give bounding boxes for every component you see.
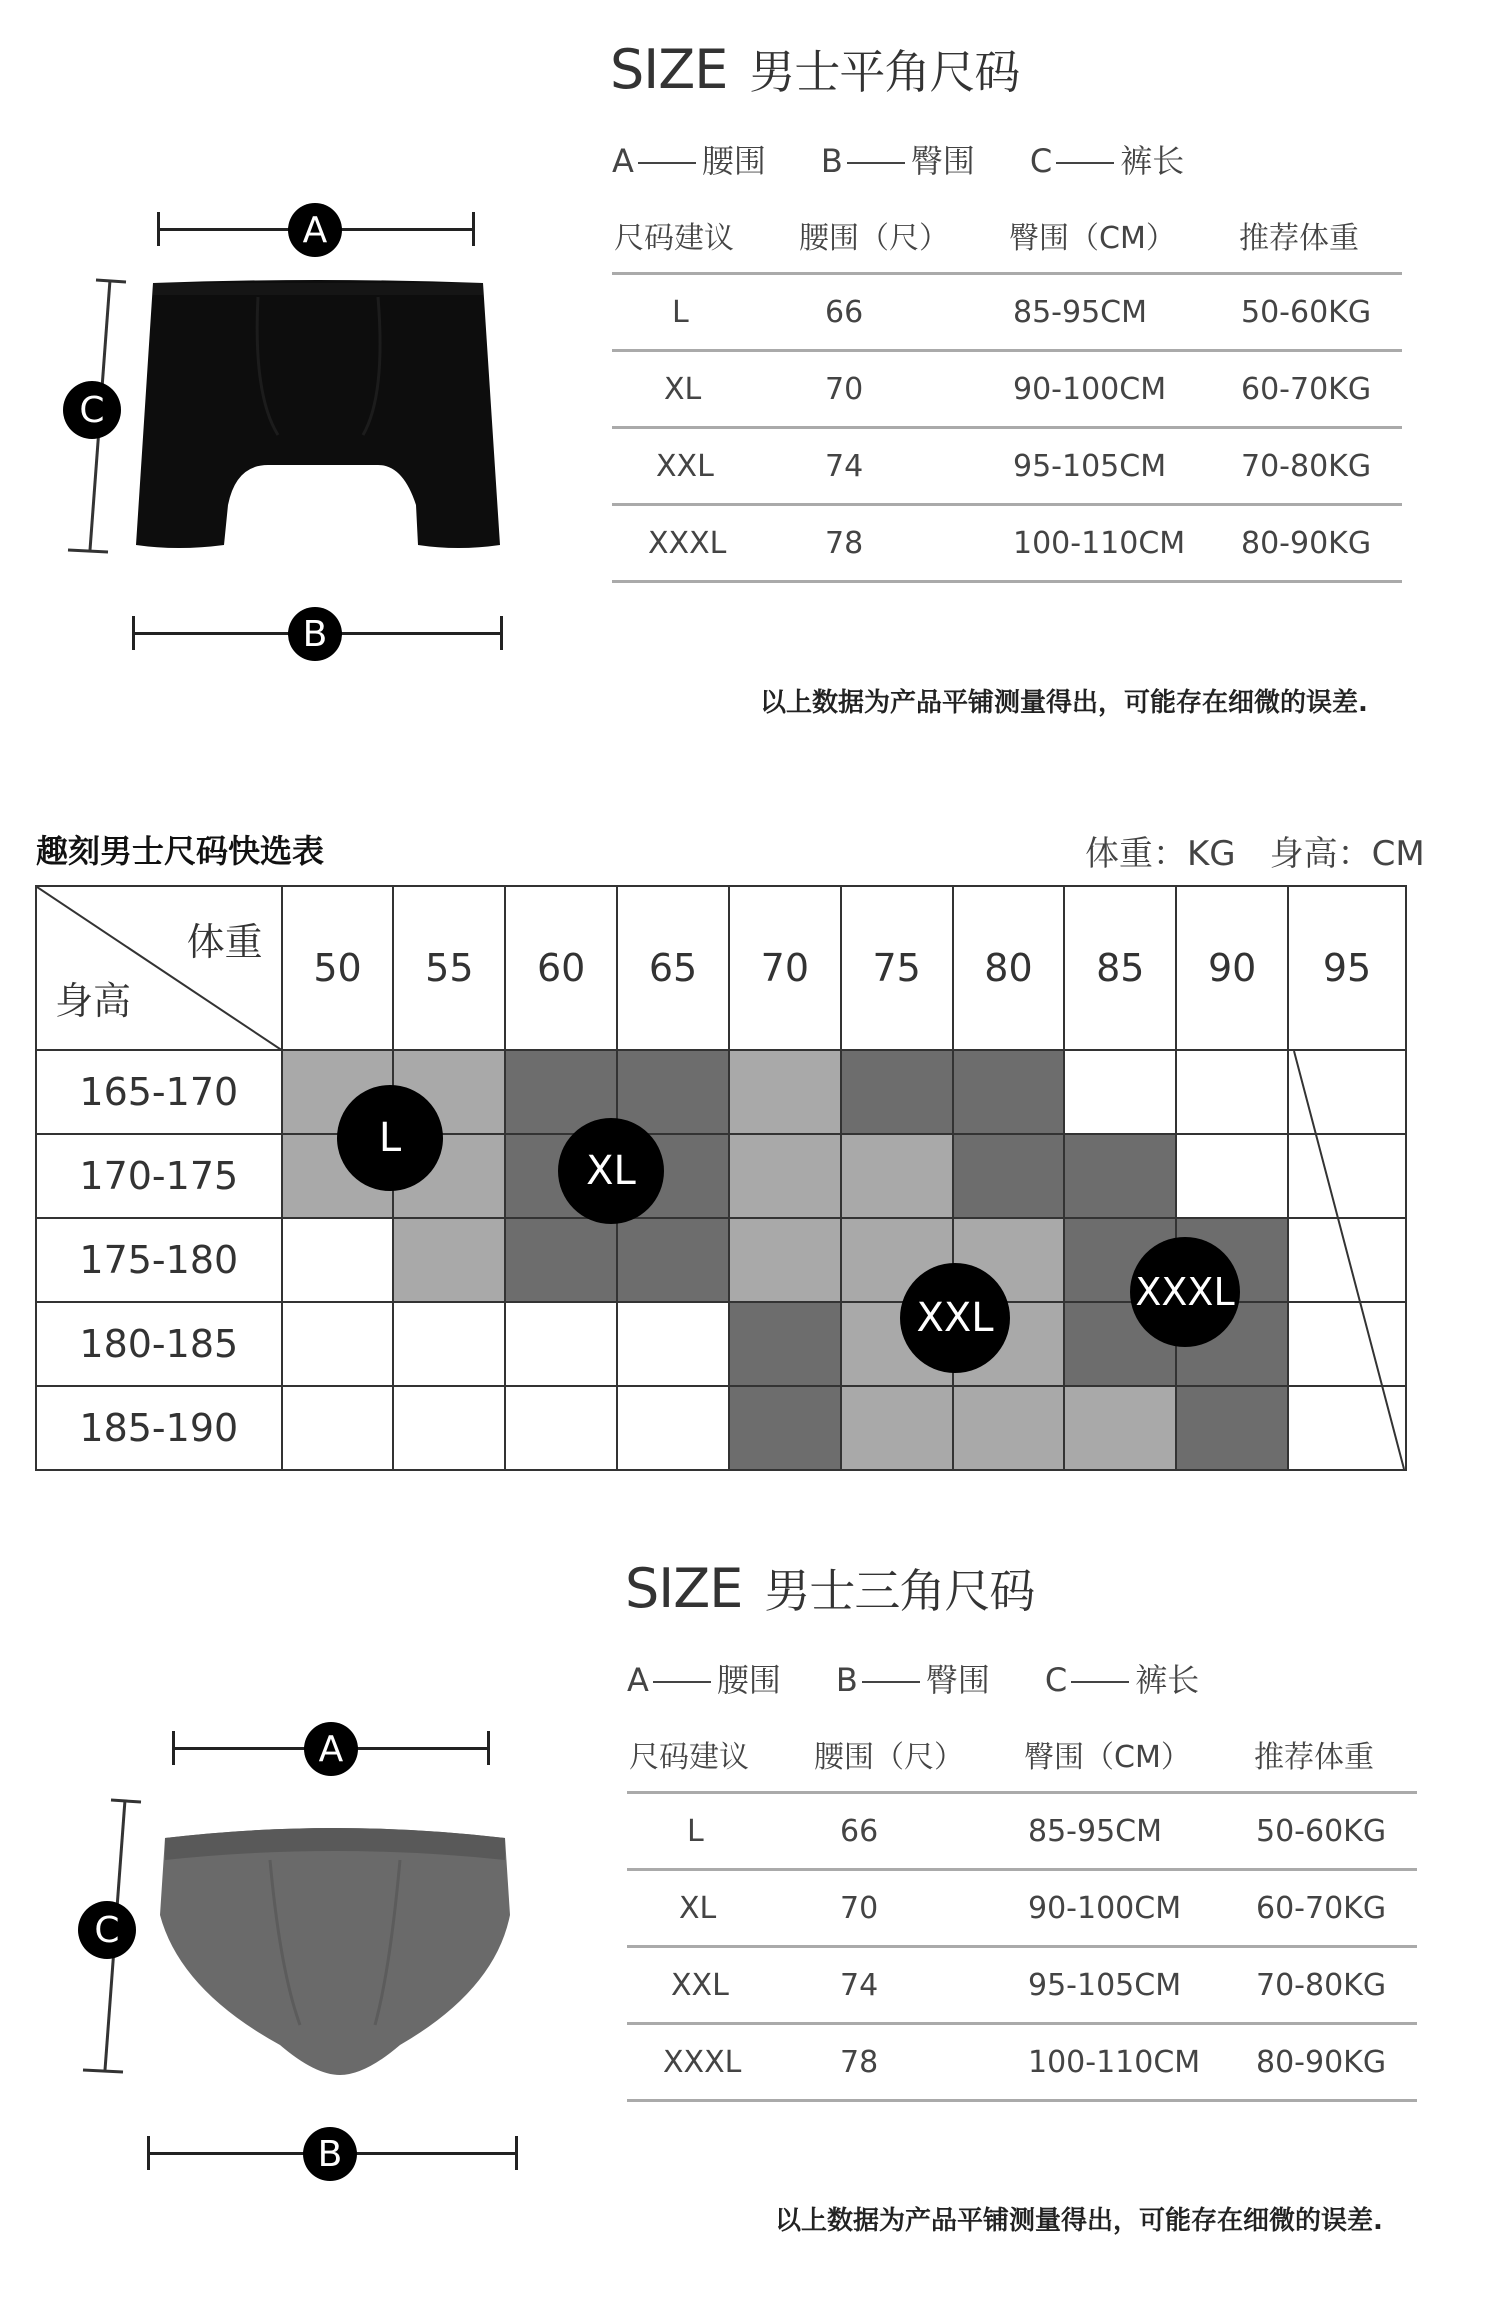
grid-cell (953, 1386, 1065, 1470)
header-size: 尺码建议 (612, 198, 797, 274)
cell-waist: 70 (797, 351, 1007, 428)
table-header-row (627, 1717, 1417, 1793)
height-label: 175-180 (36, 1218, 282, 1302)
grid-cell (841, 1386, 953, 1470)
header-hip: 臀围（CM） (1022, 1717, 1252, 1793)
dimension-b-tick-right (500, 616, 503, 650)
grid-cell (617, 1050, 729, 1134)
grid-cell (729, 1302, 841, 1386)
last-column-diagonal (1290, 1049, 1410, 1471)
cell-hip: 85-95CM (1022, 1793, 1252, 1870)
dimension-a-tick-left (157, 212, 160, 246)
grid-cell (1176, 1050, 1288, 1134)
brief-note: 以上数据为产品平铺测量得出，可能存在细微的误差. (775, 2206, 1383, 2236)
dimension-b-badge: B (303, 2127, 357, 2181)
cell-size: XXL (627, 1947, 812, 2024)
table-row (627, 2024, 1417, 2101)
cell-weight: 50-60KG (1252, 1793, 1417, 1870)
grid-cell (282, 1302, 394, 1386)
header-weight: 推荐体重 (1252, 1717, 1417, 1793)
header-waist: 腰围（尺） (812, 1717, 1022, 1793)
cell-hip: 100-110CM (1022, 2024, 1252, 2101)
legend-c: C 裤长 (1044, 1661, 1200, 1699)
grid-cell (1176, 1386, 1288, 1470)
quick-select-title: 趣刻男士尺码快选表 (36, 832, 325, 870)
cell-hip: 85-95CM (1007, 274, 1237, 351)
cell-weight: 70-80KG (1252, 1947, 1417, 2024)
cell-waist: 78 (812, 2024, 1022, 2101)
size-badge-xl: XL (558, 1118, 664, 1224)
weight-header: 85 (1064, 886, 1176, 1050)
cell-waist: 70 (812, 1870, 1022, 1947)
quick-select-table (35, 885, 1407, 1471)
size-label: SIZE (625, 1557, 743, 1620)
cell-weight: 80-90KG (1252, 2024, 1417, 2101)
cell-size: XL (612, 351, 797, 428)
grid-cell (729, 1386, 841, 1470)
cell-weight: 70-80KG (1237, 428, 1402, 505)
weight-header: 95 (1288, 886, 1406, 1050)
cell-hip: 95-105CM (1007, 428, 1237, 505)
grid-cell (617, 1218, 729, 1302)
dimension-b-badge: B (288, 607, 342, 661)
grid-cell (953, 1134, 1065, 1218)
grid-cell (1064, 1134, 1176, 1218)
cell-waist: 66 (812, 1793, 1022, 1870)
height-label: 180-185 (36, 1302, 282, 1386)
height-label: 170-175 (36, 1134, 282, 1218)
dimension-a-badge: A (288, 203, 342, 257)
brief-size-table (627, 1717, 1417, 2102)
grid-cell (505, 1302, 617, 1386)
grid-cell (1176, 1134, 1288, 1218)
cell-hip: 90-100CM (1007, 351, 1237, 428)
grid-cell (393, 1218, 505, 1302)
cell-weight: 80-90KG (1237, 505, 1402, 582)
corner-cell (36, 886, 282, 1050)
cell-waist: 78 (797, 505, 1007, 582)
brief-legend (627, 1655, 1199, 1701)
cell-weight: 60-70KG (1252, 1870, 1417, 1947)
grid-cell (282, 1218, 394, 1302)
cell-waist: 74 (812, 1947, 1022, 2024)
table-row (627, 1947, 1417, 2024)
grid-cell (841, 1134, 953, 1218)
legend-b: B 臀围 (820, 142, 975, 180)
weight-header: 50 (282, 886, 394, 1050)
cell-hip: 90-100CM (1022, 1870, 1252, 1947)
cell-waist: 66 (797, 274, 1007, 351)
weight-header: 80 (953, 886, 1065, 1050)
boxer-note: 以上数据为产品平铺测量得出，可能存在细微的误差. (760, 688, 1368, 718)
size-badge-xxl: XXL (900, 1263, 1010, 1373)
cell-size: XXL (612, 428, 797, 505)
grid-cell (729, 1134, 841, 1218)
grid-cell (282, 1386, 394, 1470)
weight-header: 70 (729, 886, 841, 1050)
weight-header-row (36, 886, 1406, 1050)
table-row (612, 351, 1402, 428)
dimension-a-tick-right (472, 212, 475, 246)
grid-cell (617, 1302, 729, 1386)
cell-size: L (627, 1793, 812, 1870)
legend-a: A 腰围 (612, 142, 766, 180)
corner-height-label: 身高 (55, 979, 132, 1023)
legend-c: C 裤长 (1029, 142, 1185, 180)
height-row (36, 1050, 1406, 1134)
corner-weight-label: 体重 (186, 920, 263, 964)
table-row (627, 1793, 1417, 1870)
grid-cell (729, 1050, 841, 1134)
dimension-a-tick-left (172, 1731, 175, 1765)
grid-cell (393, 1302, 505, 1386)
dimension-b-tick-left (147, 2136, 150, 2170)
grid-cell (393, 1386, 505, 1470)
grid-cell (1064, 1050, 1176, 1134)
boxer-size-table (612, 198, 1402, 583)
size-label: SIZE (610, 38, 728, 101)
brief-size-title (625, 1555, 1034, 1621)
size-badge-xxxl: XXXL (1130, 1237, 1240, 1347)
weight-header: 65 (617, 886, 729, 1050)
dimension-b-tick-right (515, 2136, 518, 2170)
table-header-row (612, 198, 1402, 274)
header-size: 尺码建议 (627, 1717, 812, 1793)
boxer-size-title (610, 36, 1019, 102)
cell-hip: 100-110CM (1007, 505, 1237, 582)
size-title-cn: 男士平角尺码 (749, 45, 1020, 99)
grid-cell (505, 1386, 617, 1470)
height-row (36, 1134, 1406, 1218)
cell-weight: 50-60KG (1237, 274, 1402, 351)
cell-hip: 95-105CM (1022, 1947, 1252, 2024)
cell-size: XXXL (627, 2024, 812, 2101)
height-label: 165-170 (36, 1050, 282, 1134)
dimension-c-badge: C (63, 381, 121, 439)
grid-cell (729, 1218, 841, 1302)
boxer-briefs-image (128, 275, 508, 560)
dimension-a-tick-right (487, 1731, 490, 1765)
cell-weight: 60-70KG (1237, 351, 1402, 428)
grid-cell (841, 1050, 953, 1134)
dimension-b-tick-left (132, 616, 135, 650)
weight-header: 55 (393, 886, 505, 1050)
table-row (612, 274, 1402, 351)
table-row (612, 428, 1402, 505)
legend-a: A 腰围 (627, 1661, 781, 1699)
weight-header: 60 (505, 886, 617, 1050)
brief-underwear-image (150, 1820, 520, 2090)
grid-cell (505, 1218, 617, 1302)
cell-size: L (612, 274, 797, 351)
header-hip: 臀围（CM） (1007, 198, 1237, 274)
grid-cell (617, 1386, 729, 1470)
cell-waist: 74 (797, 428, 1007, 505)
cell-size: XXXL (612, 505, 797, 582)
header-waist: 腰围（尺） (797, 198, 1007, 274)
table-row (627, 1870, 1417, 1947)
dimension-c-badge: C (78, 1901, 136, 1959)
height-row (36, 1386, 1406, 1470)
size-title-cn: 男士三角尺码 (764, 1564, 1035, 1618)
height-label: 185-190 (36, 1386, 282, 1470)
grid-cell (1064, 1386, 1176, 1470)
legend-b: B 臀围 (835, 1661, 990, 1699)
size-badge-l: L (337, 1085, 443, 1191)
table-row (612, 505, 1402, 582)
boxer-legend (612, 136, 1184, 182)
cell-size: XL (627, 1870, 812, 1947)
header-weight: 推荐体重 (1237, 198, 1402, 274)
dimension-a-badge: A (304, 1722, 358, 1776)
grid-cell (953, 1050, 1065, 1134)
weight-header: 90 (1176, 886, 1288, 1050)
weight-header: 75 (841, 886, 953, 1050)
quick-select-units: 体重：KG 身高：CM (1085, 834, 1425, 874)
